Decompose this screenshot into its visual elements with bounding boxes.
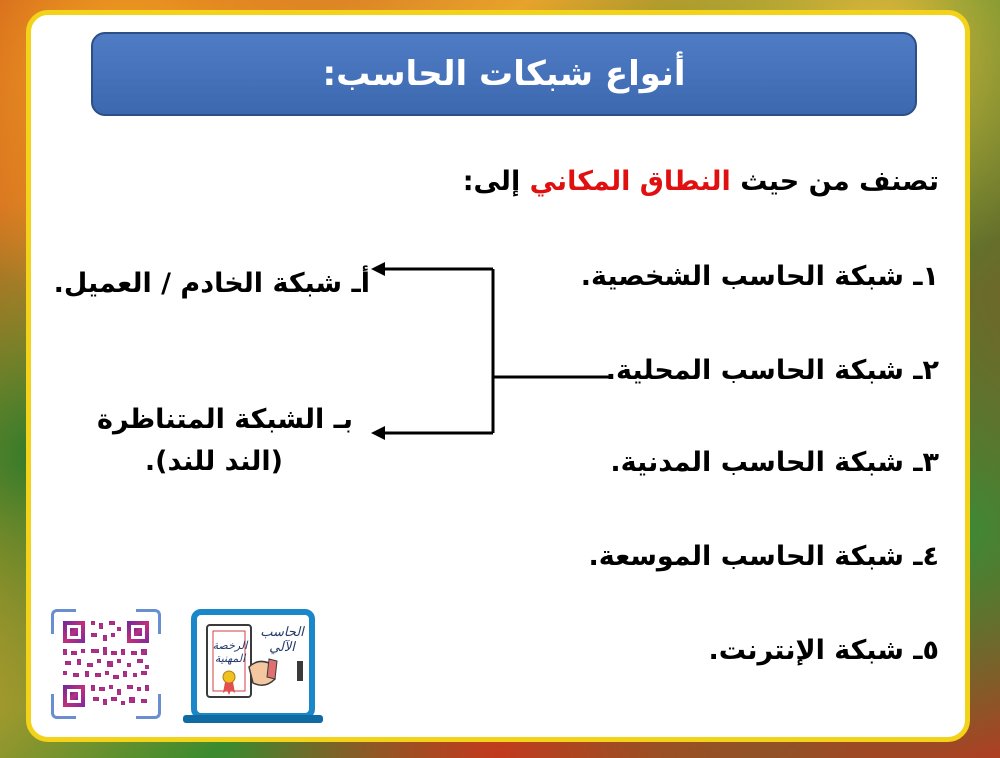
intro-after: إلى: xyxy=(462,166,530,197)
badge-left-label: الرخصة المهنية xyxy=(212,639,248,665)
list-item-internet: ٥ـ شبكة الإنترنت. xyxy=(708,635,939,666)
connector-arrows xyxy=(31,15,965,737)
list-item-wide: ٤ـ شبكة الحاسب الموسعة. xyxy=(588,541,939,572)
intro-before: تصنف من حيث xyxy=(730,166,939,197)
list-item-personal: ١ـ شبكة الحاسب الشخصية. xyxy=(580,261,939,292)
subtype-client-server: أـ شبكة الخادم / العميل. xyxy=(53,268,370,299)
intro-highlight: النطاق المكاني xyxy=(529,166,731,197)
qr-code-icon xyxy=(51,609,161,719)
list-item-metropolitan: ٣ـ شبكة الحاسب المدنية. xyxy=(610,447,939,478)
page-title: أنواع شبكات الحاسب: xyxy=(322,54,686,94)
list-item-local: ٢ـ شبكة الحاسب المحلية. xyxy=(605,355,939,386)
slide-card xyxy=(26,10,970,742)
badge-right-label: الحاسب الآلي xyxy=(260,625,304,655)
arrow-head-a xyxy=(371,262,385,276)
arrow-head-b xyxy=(371,426,385,440)
subtype-peer-line1: بـ الشبكة المتناظرة xyxy=(97,404,353,435)
subtype-peer-line2: (الند للند). xyxy=(144,446,283,477)
certificate-icon xyxy=(191,609,315,719)
laptop-base xyxy=(183,715,323,723)
